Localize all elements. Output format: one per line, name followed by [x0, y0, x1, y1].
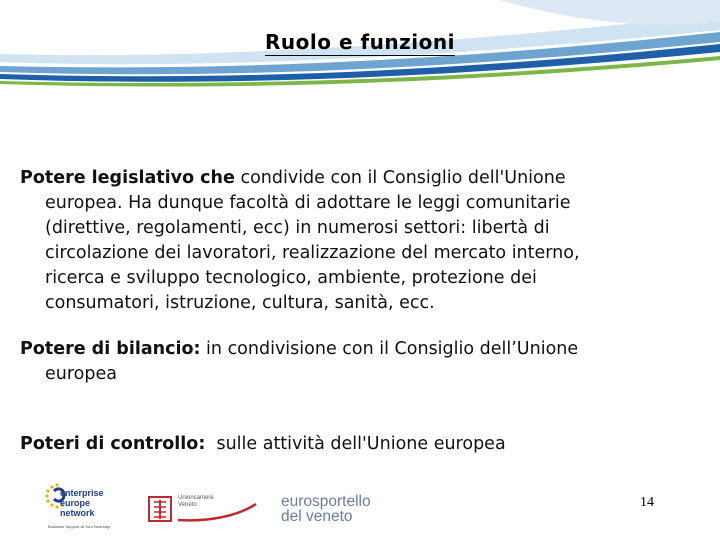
unioncamere-logo-line: Veneto	[178, 502, 197, 508]
unioncamere-logo-line: Unioncamere	[178, 495, 214, 501]
een-logo-line: network	[60, 508, 95, 518]
een-tagline: Business Support at Your Doorstep	[48, 524, 111, 529]
paragraph-heading: Potere legislativo che	[20, 168, 235, 188]
unioncamere-logo-text	[178, 495, 214, 509]
eurosportello-logo-line: eurosportello	[281, 493, 371, 510]
paragraph-line: circolazione dei lavoratori, realizzazione del mercato interno,	[45, 243, 580, 263]
paragraph-control-power	[20, 432, 680, 457]
paragraph-legislative-power	[20, 166, 680, 316]
paragraph-line: europea. Ha dunque facoltà di adottare le leggi comunitarie	[45, 193, 571, 213]
een-logo-text	[60, 488, 104, 518]
page-number: 14	[640, 495, 654, 510]
paragraph-text: sulle attività dell'Unione europea	[205, 434, 506, 454]
een-logo-line: enterprise	[60, 488, 104, 498]
slide-title-text: Ruolo e funzioni	[265, 30, 455, 54]
slide-title	[0, 30, 720, 54]
paragraph-line: consumatori, istruzione, cultura, sanità, ecc.	[45, 293, 435, 313]
eurosportello-logo-line: del veneto	[281, 508, 353, 525]
paragraph-budget-power	[20, 337, 680, 387]
paragraph-heading: Potere di bilancio:	[20, 339, 201, 359]
paragraph-heading: Poteri di controllo:	[20, 434, 206, 454]
paragraph-text: in condivisione con il Consiglio dell’Unione	[200, 339, 579, 359]
paragraph-text: condivide con il Consiglio dell'Unione	[234, 168, 566, 188]
een-logo-line: europe	[60, 498, 91, 508]
eurosportello-logo-text	[281, 494, 371, 524]
paragraph-line: europea	[45, 364, 117, 384]
paragraph-line: (direttive, regolamenti, ecc) in numerosi settori: libertà di	[45, 218, 550, 238]
paragraph-line: ricerca e sviluppo tecnologico, ambiente, protezione dei	[45, 268, 537, 288]
